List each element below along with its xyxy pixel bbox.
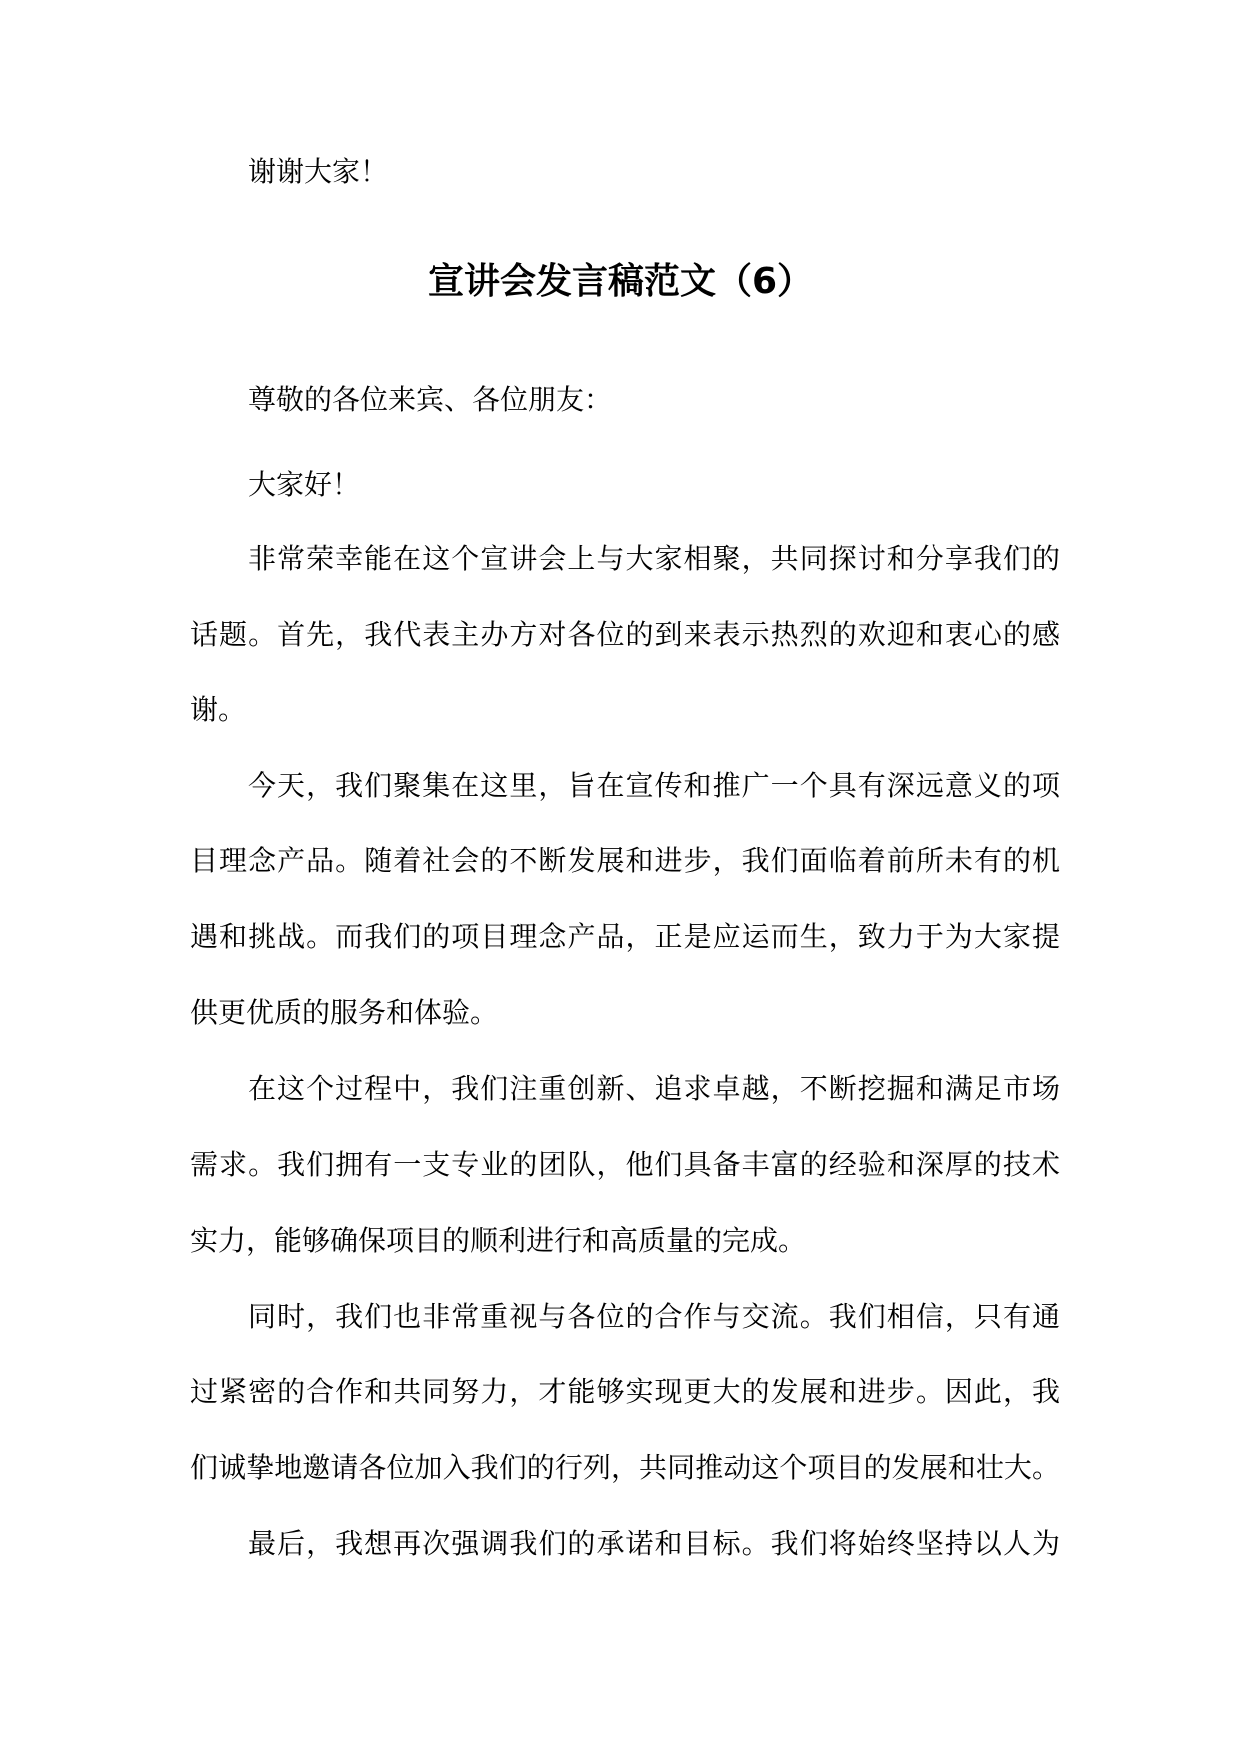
paragraph-line: 需求。我们拥有一支专业的团队，他们具备丰富的经验和深厚的技术 [190,1148,1060,1181]
paragraph-line: 过紧密的合作和共同努力，才能够实现更大的发展和进步。因此，我 [190,1375,1060,1408]
paragraph-line: 今天，我们聚集在这里，旨在宣传和推广一个具有深远意义的项 [248,769,1060,802]
paragraph-line: 实力，能够确保项目的顺利进行和高质量的完成。 [190,1224,807,1257]
paragraph-line: 遇和挑战。而我们的项目理念产品，正是应运而生，致力于为大家提 [190,920,1060,953]
closing-line: 谢谢大家！ [248,155,389,188]
paragraph-line: 们诚挚地邀请各位加入我们的行列，共同推动这个项目的发展和壮大。 [190,1451,1060,1484]
greeting: 大家好！ [248,468,361,501]
paragraph-line: 同时，我们也非常重视与各位的合作与交流。我们相信，只有通 [248,1300,1060,1333]
paragraph-line: 目理念产品。随着社会的不断发展和进步，我们面临着前所未有的机 [190,844,1060,877]
paragraph-line: 非常荣幸能在这个宣讲会上与大家相聚，共同探讨和分享我们的 [248,542,1060,575]
paragraph-line: 话题。首先，我代表主办方对各位的到来表示热烈的欢迎和衷心的感 [190,618,1060,651]
document-title: 宣讲会发言稿范文（6） [427,261,814,302]
paragraph-line: 谢。 [190,693,247,726]
paragraph-line: 最后，我想再次强调我们的承诺和目标。我们将始终坚持以人为 [248,1527,1060,1560]
salutation: 尊敬的各位来宾、各位朋友： [248,383,613,416]
paragraph-line: 在这个过程中，我们注重创新、追求卓越，不断挖掘和满足市场 [248,1072,1060,1105]
paragraph-line: 供更优质的服务和体验。 [190,996,499,1029]
